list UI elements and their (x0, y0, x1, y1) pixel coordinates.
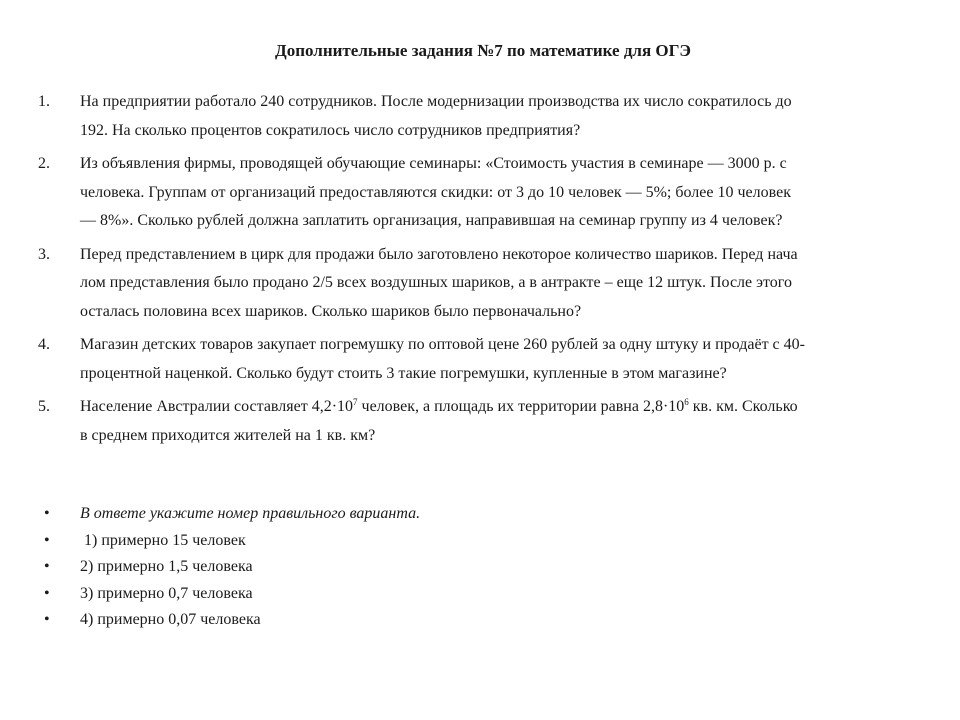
exponent: 7 (353, 397, 358, 407)
bullet-text: В ответе укажите номер правильного варианта. (80, 505, 421, 522)
answer-option-4 (44, 607, 924, 634)
exponent: 6 (684, 397, 689, 407)
problem-text-line: осталась половина всех шариков. Сколько шариков было первоначально? (80, 302, 582, 320)
answer-option-3 (44, 581, 924, 608)
bullet-marker: • (44, 531, 50, 549)
bullet-text: 1) примерно 15 человек (80, 531, 246, 549)
answer-options (44, 501, 924, 634)
problem-number: 5. (38, 398, 50, 415)
bullet-text: 3) примерно 0,7 человека (80, 584, 253, 602)
bullet-marker: • (44, 611, 50, 628)
problem-2 (38, 150, 938, 236)
problem-text-segment: Население Австралии составляет 4,2·10 (80, 398, 354, 415)
bullet-text: 2) примерно 1,5 человека (80, 558, 253, 575)
problem-text-line: Из объявления фирмы, проводящей обучающие семинары: «Стоимость участия в семинаре — 3000 р. с (80, 155, 787, 172)
problem-number: 1. (38, 93, 50, 110)
problem-text-line: Перед представлением в цирк для продажи было заготовлено некоторое количество шариков. Перед нача (80, 245, 798, 263)
problem-text-line: в среднем приходится жителей на 1 кв. км? (80, 426, 376, 444)
problem-text-line: — 8%». Сколько рублей должна заплатить организация, направившая на семинар группу из 4 человек? (80, 212, 783, 229)
answer-option-1 (44, 528, 924, 555)
problem-number: 3. (38, 245, 50, 263)
answer-option-2 (44, 554, 924, 581)
problem-1 (38, 88, 938, 145)
problem-4 (38, 331, 938, 388)
problem-text-line: лом представления было продано 2/5 всех воздушных шариков, а в антракте – еще 12 штук. После этого (80, 274, 792, 291)
answer-instruction (44, 501, 924, 528)
problem-list (38, 88, 938, 455)
problem-text-segment: кв. км. Сколько (688, 398, 798, 415)
problem-text-line: На предприятии работало 240 сотрудников. После модернизации производства их число сократилось до (80, 93, 792, 110)
problem-text-line: процентной наценкой. Сколько будут стоить 3 такие погремушки, купленные в этом магазине? (80, 364, 727, 382)
page-title: Дополнительные задания №7 по математике для ОГЭ (275, 41, 691, 60)
problem-number: 2. (38, 155, 50, 172)
bullet-marker: • (44, 584, 50, 602)
problem-text-line: 192. На сколько процентов сократилось число сотрудников предприятия? (80, 121, 581, 139)
bullet-marker: • (44, 505, 50, 522)
problem-text-segment: человек, а площадь их территории равна 2,8·10 (357, 398, 685, 415)
problem-3 (38, 241, 938, 327)
problem-text-line: Магазин детских товаров закупает погремушку по оптовой цене 260 рублей за одну штуку и продаёт с 40- (80, 336, 805, 353)
bullet-marker: • (44, 558, 50, 575)
problem-number: 4. (38, 336, 50, 353)
bullet-text: 4) примерно 0,07 человека (80, 611, 261, 628)
problem-5 (38, 393, 938, 450)
problem-text-line (80, 393, 938, 422)
problem-text-line: человека. Группам от организаций предоставляются скидки: от 3 до 10 человек — 5%; более 10 человек (80, 183, 791, 201)
